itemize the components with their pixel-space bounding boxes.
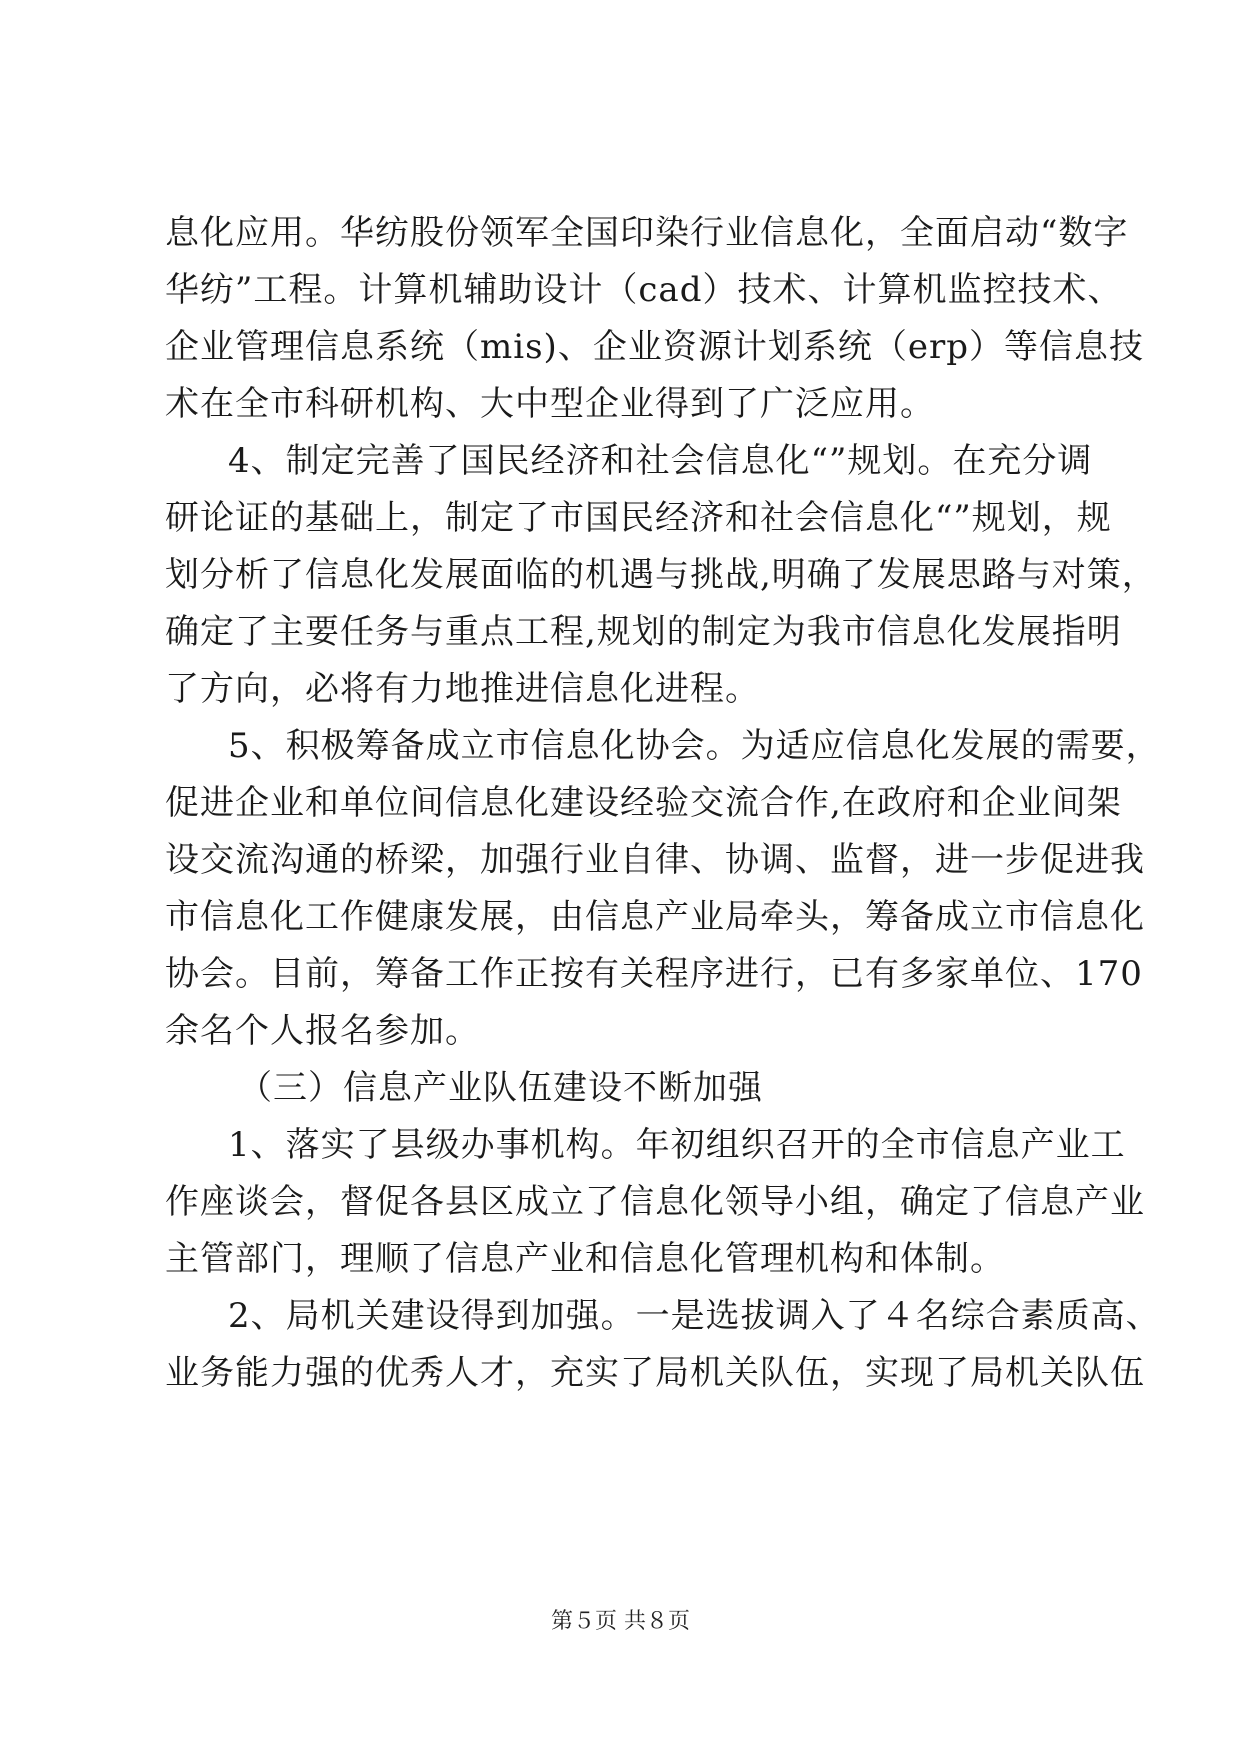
text-line: 业务能力强的优秀人才，充实了局机关队伍，实现了局机关队伍 bbox=[165, 1353, 1145, 1393]
paragraph-start-line: 2、局机关建设得到加强。一是选拔调入了４名综合素质高、 bbox=[228, 1296, 1161, 1336]
text-line: 市信息化工作健康发展，由信息产业局牵头，筹备成立市信息化 bbox=[165, 897, 1145, 937]
section-heading: （三）信息产业队伍建设不断加强 bbox=[238, 1068, 763, 1108]
text-line: 划分析了信息化发展面临的机遇与挑战,明确了发展思路与对策， bbox=[165, 555, 1157, 595]
text-line: 华纺”工程。计算机辅助设计（cad）技术、计算机监控技术、 bbox=[165, 270, 1123, 310]
paragraph-start-line: 5、积极筹备成立市信息化协会。为适应信息化发展的需要， bbox=[228, 726, 1161, 766]
text-line: 促进企业和单位间信息化建设经验交流合作,在政府和企业间架 bbox=[165, 783, 1122, 823]
text-line: 企业管理信息系统（mis)、企业资源计划系统（erp）等信息技 bbox=[165, 327, 1144, 367]
text-line: 息化应用。华纺股份领军全国印染行业信息化，全面启动“数字 bbox=[165, 213, 1129, 253]
text-line: 主管部门，理顺了信息产业和信息化管理机构和体制。 bbox=[165, 1239, 1005, 1279]
text-line: 设交流沟通的桥梁，加强行业自律、协调、监督，进一步促进我 bbox=[165, 840, 1145, 880]
text-line: 研论证的基础上，制定了市国民经济和社会信息化“”规划，规 bbox=[165, 498, 1112, 538]
paragraph-start-line: 4、制定完善了国民经济和社会信息化“”规划。在充分调 bbox=[228, 441, 1093, 481]
text-line: 作座谈会，督促各县区成立了信息化领导小组，确定了信息产业 bbox=[165, 1182, 1145, 1222]
text-line: 术在全市科研机构、大中型企业得到了广泛应用。 bbox=[165, 384, 935, 424]
text-line: 余名个人报名参加。 bbox=[165, 1011, 480, 1051]
text-line: 协会。目前，筹备工作正按有关程序进行，已有多家单位、170 bbox=[165, 954, 1143, 994]
text-line: 确定了主要任务与重点工程,规划的制定为我市信息化发展指明 bbox=[165, 612, 1122, 652]
paragraph-start-line: 1、落实了县级办事机构。年初组织召开的全市信息产业工 bbox=[228, 1125, 1126, 1165]
text-line: 了方向，必将有力地推进信息化进程。 bbox=[165, 669, 760, 709]
page-number-footer: 第５页 共８页 bbox=[551, 1609, 690, 1634]
